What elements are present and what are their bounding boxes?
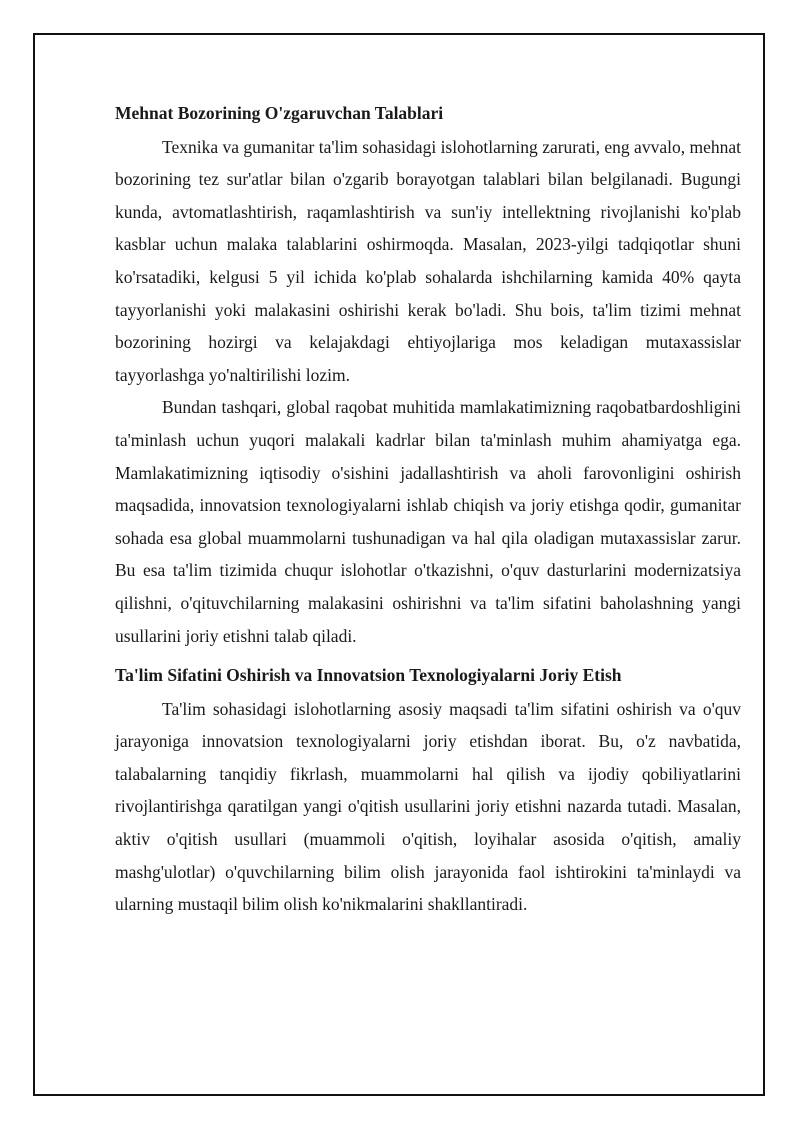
section-heading-labor-market: Mehnat Bozorining O'zgaruvchan Talablari <box>115 103 444 123</box>
document-body <box>115 97 741 921</box>
paragraph: Texnika va gumanitar ta'lim sohasidagi islohotlarning zarurati, eng avvalo, mehnat bozorining tez sur'atlar bilan o'zgarib borayotgan talablari bilan belgilanadi. Bugungi kunda, avtomatlashtirish, raqamlashtirish va sun'iy intellektning rivojlanishi ko'plab kasblar uchun malaka talablarini oshirmoqda. Masalan, 2023-yilgi tadqiqotlar shuni ko'rsatadiki, kelgusi 5 yil ichida ko'plab sohalarda ishchilarning kamida 40% qayta tayyorlanishi yoki malakasini oshirishi kerak bo'ladi. Shu bois, ta'lim tizimi mehnat bozorining hozirgi va kelajakdagi ehtiyojlariga mos keladigan mutaxassislar tayyorlashga yo'naltirilishi lozim. <box>115 136 741 385</box>
section-heading-education-quality: Ta'lim Sifatini Oshirish va Innovatsion Texnologiyalarni Joriy Etish <box>115 665 622 686</box>
paragraph: Bundan tashqari, global raqobat muhitida mamlakatimizning raqobatbardoshligini ta'minlash uchun yuqori malakali kadrlar bilan ta'minlash muhim ahamiyatga ega. Mamlakatimizning iqtisodiy o'sishini jadallashtirish va aholi farovonligini oshirish maqsadida, innovatsion texnologiyalarni ishlab chiqish va joriy etishga qodir, gumanitar sohada esa global muammolarni tushunadigan va hal qila oladigan mutaxassislar zarur. Bu esa ta'lim tizimida chuqur islohotlar o'tkazishni, o'quv dasturlarini modernizatsiya qilishni, o'qituvchilarning malakasini oshirishni va ta'lim sifatini baholashning yangi usullarini joriy etishni talab qiladi. <box>115 397 741 646</box>
paragraph: Ta'lim sohasidagi islohotlarning asosiy maqsadi ta'lim sifatini oshirish va o'quv jarayoniga innovatsion texnologiyalarni joriy etishdan iborat. Bu, o'z navbatida, talabalarning tanqidiy fikrlash, muammolarni hal qilish va ijodiy qobiliyatlarini rivojlantirishga qaratilgan yangi o'qitish usullarini joriy etishni nazarda tutadi. Masalan, aktiv o'qitish usullari (muammoli o'qitish, loyihalar asosida o'qitish, amaliy mashg'ulotlar) o'quvchilarning bilim olish jarayonida faol ishtirokini ta'minlaydi va ularning mustaqil bilim olish ko'nikmalarini shakllantiradi. <box>115 698 741 915</box>
